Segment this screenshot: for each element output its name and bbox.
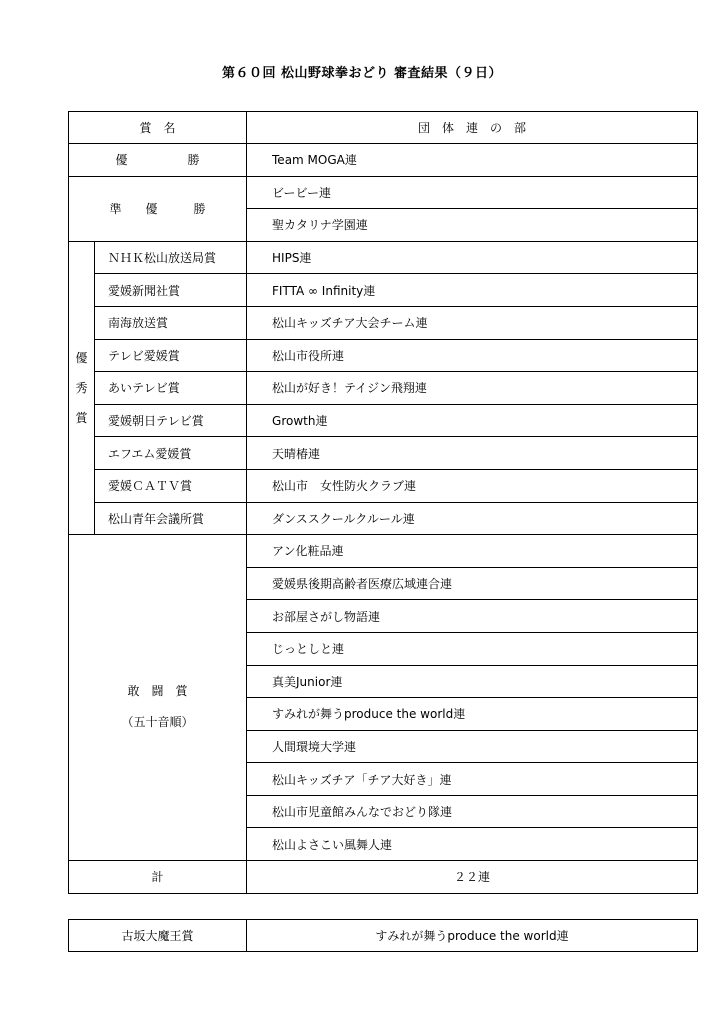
excellence-row: [69, 372, 698, 405]
excellence-group-label-char: [69, 343, 94, 433]
fighting-spirit-team: 真美Junior連: [247, 665, 698, 698]
excellence-team: 松山キッズチア大会チーム連: [247, 306, 698, 339]
total-label: 計: [69, 861, 247, 894]
excellence-group-label: [69, 241, 95, 534]
excellence-award: あいテレビ賞: [95, 372, 247, 405]
special-award-label: 古坂大魔王賞: [69, 920, 247, 952]
special-award-table: [68, 919, 698, 952]
fighting-spirit-team: すみれが舞うproduce the world連: [247, 698, 698, 731]
runner-up-team: ビービー連: [247, 176, 698, 209]
total-value: ２２連: [247, 861, 698, 894]
fighting-spirit-team: 人間環境大学連: [247, 730, 698, 763]
excellence-team: Growth連: [247, 404, 698, 437]
excellence-award: エフエム愛媛賞: [95, 437, 247, 470]
fighting-spirit-sublabel: （五十音順）: [121, 714, 194, 729]
award-column-header: 賞 名: [69, 112, 247, 144]
fighting-spirit-team: 愛媛県後期高齢者医療広域連合連: [247, 567, 698, 600]
fighting-spirit-team: お部屋さがし物語連: [247, 600, 698, 633]
winner-row: [69, 144, 698, 177]
excellence-team: FITTA ∞ Infinity連: [247, 274, 698, 307]
excellence-row: [69, 241, 698, 274]
special-award-row: [69, 920, 698, 952]
excellence-team: 天晴椿連: [247, 437, 698, 470]
team-column-header: 団 体 連 の 部: [247, 112, 698, 144]
excellence-award: 愛媛新聞社賞: [95, 274, 247, 307]
excellence-award: テレビ愛媛賞: [95, 339, 247, 372]
excellence-row: [69, 339, 698, 372]
fighting-spirit-label-cell: [69, 535, 247, 861]
fighting-spirit-team: アン化粧品連: [247, 535, 698, 568]
excellence-row: [69, 274, 698, 307]
excellence-row: [69, 469, 698, 502]
excellence-award: 愛媛ＣＡＴＶ賞: [95, 469, 247, 502]
page-title: 第６０回 松山野球拳おどり 審査結果（９日）: [221, 66, 503, 81]
winner-team: Team MOGA連: [247, 144, 698, 177]
fighting-spirit-row: [69, 535, 698, 568]
excellence-award: 南海放送賞: [95, 306, 247, 339]
excellence-team: 松山市 女性防火クラブ連: [247, 469, 698, 502]
excellence-group-label-char: 秀: [75, 380, 88, 395]
runner-up-row: [69, 176, 698, 209]
excellence-group-label-char: 賞: [75, 410, 88, 425]
excellence-award: 愛媛朝日テレビ賞: [95, 404, 247, 437]
table-header-row: [69, 112, 698, 144]
fighting-spirit-team: 松山キッズチア「チア大好き」連: [247, 763, 698, 796]
runner-up-label: 準 優 勝: [69, 176, 247, 241]
excellence-team: ダンススクールクルール連: [247, 502, 698, 535]
excellence-row: [69, 437, 698, 470]
winner-label: 優 勝: [69, 144, 247, 177]
fighting-spirit-team: 松山よさこい風舞人連: [247, 828, 698, 861]
runner-up-team: 聖カタリナ学園連: [247, 209, 698, 242]
excellence-row: [69, 404, 698, 437]
excellence-team: 松山が好き！テイジン飛翔連: [247, 372, 698, 405]
special-award-team: すみれが舞うproduce the world連: [247, 920, 698, 952]
excellence-award: 松山青年会議所賞: [95, 502, 247, 535]
excellence-group-label-char: 優: [75, 350, 88, 365]
fighting-spirit-label: 敢 闘 賞: [127, 683, 188, 698]
excellence-team: HIPS連: [247, 241, 698, 274]
results-table: [68, 111, 698, 894]
fighting-spirit-team: じっとしと連: [247, 632, 698, 665]
excellence-row: [69, 502, 698, 535]
excellence-team: 松山市役所連: [247, 339, 698, 372]
total-row: [69, 861, 698, 894]
excellence-row: [69, 306, 698, 339]
excellence-award: ＮＨＫ松山放送局賞: [95, 241, 247, 274]
fighting-spirit-team: 松山市児童館みんなでおどり隊連: [247, 795, 698, 828]
